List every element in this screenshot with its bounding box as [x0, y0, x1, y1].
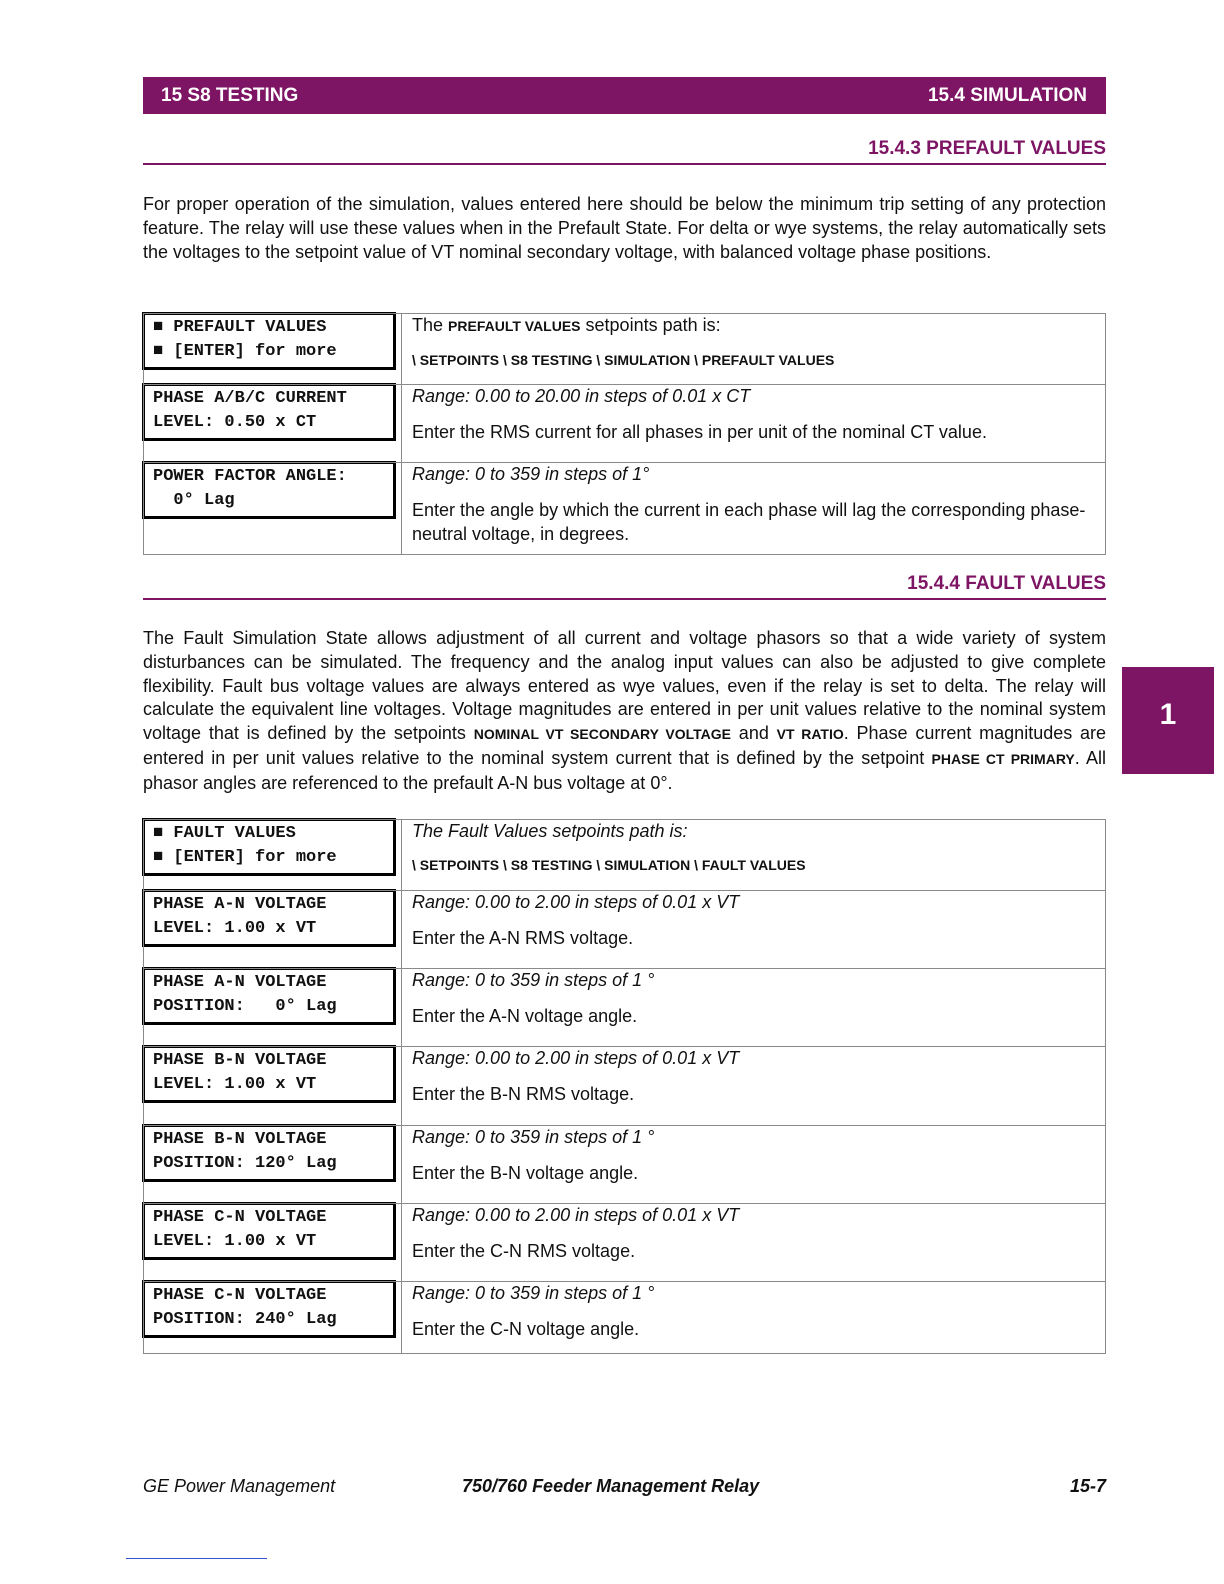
setpoint-path: \ SETPOINTS \ S8 TESTING \ SIMULATION \ PREFAULT VALUES	[412, 351, 835, 368]
lcd-display: PHASE A/B/C CURRENT LEVEL: 0.50 x CT	[142, 383, 396, 441]
fault-intro: The Fault Simulation State allows adjustment of all current and voltage phasors so that a wide variety of system disturbances can be simulated. The frequency and the analog input values can also be adjusted to give complete flexibility. Fault bus voltage values are always entered as wye values, even if the relay is set to delta. The relay will calculate the equivalent line voltages. Voltage magnitudes are entered in per unit values relative to the nominal system voltage that is defined by the setpoints NOMINAL VT SECONDARY VOLTAGE and VT RATIO. Phase current magnitudes are entered in per unit values relative to the nominal system current that is defined by the setpoint PHASE CT PRIMARY. All phasor angles are referenced to the prefault A-N bus voltage at 0°.	[143, 628, 1107, 793]
footer-company: GE Power Management	[143, 1476, 336, 1496]
table-row	[144, 314, 1106, 385]
description-text: Enter the B-N voltage angle.	[412, 1162, 639, 1183]
bottom-link-underline	[126, 1558, 267, 1559]
footer-product: 750/760 Feeder Management Relay	[462, 1476, 760, 1496]
prefault-intro: For proper operation of the simulation, values entered here should be below the minimum trip setting of any protection feature. The relay will use these values when in the Prefault State. For delta or wye systems, the relay automatically sets the voltages to the setpoint value of VT nominal secondary voltage, with balanced voltage phase positions.	[143, 194, 1106, 262]
description-text: Enter the A-N voltage angle.	[412, 1005, 638, 1026]
description-text: Enter the angle by which the current in each phase will lag the corresponding phase-neutral voltage, in degrees.	[412, 499, 1086, 544]
table-row	[144, 1204, 1106, 1282]
lcd-display: PHASE A-N VOLTAGE POSITION: 0° Lag	[142, 967, 396, 1025]
fault-heading: 15.4.4 FAULT VALUES	[907, 573, 1106, 594]
prefault-heading: 15.4.3 PREFAULT VALUES	[868, 138, 1106, 159]
prefault-setpoints-table	[143, 313, 1106, 555]
description-text: Enter the RMS current for all phases in per unit of the nominal CT value.	[412, 421, 987, 442]
chapter-side-tab: 1	[1122, 667, 1214, 774]
chapter-title: 15 S8 TESTING	[161, 85, 299, 106]
range-text: Range: 0 to 359 in steps of 1°	[412, 464, 650, 484]
chapter-header-bar	[143, 77, 1106, 114]
description-text: Enter the C-N voltage angle.	[412, 1318, 640, 1339]
range-text: Range: 0 to 359 in steps of 1 °	[412, 1283, 655, 1303]
table-row	[144, 1282, 1106, 1354]
fault-rule	[143, 598, 1106, 600]
lcd-display: PHASE B-N VOLTAGE POSITION: 120° Lag	[142, 1124, 396, 1182]
table-row	[144, 1047, 1106, 1126]
footer-page-number: 15-7	[1069, 1476, 1106, 1496]
range-text: Range: 0.00 to 20.00 in steps of 0.01 x CT	[412, 386, 751, 406]
lcd-display: PHASE A-N VOLTAGE LEVEL: 1.00 x VT	[142, 889, 396, 947]
range-text: Range: 0.00 to 2.00 in steps of 0.01 x VT	[412, 892, 740, 912]
table-row	[144, 385, 1106, 463]
range-text: Range: 0.00 to 2.00 in steps of 0.01 x VT	[412, 1205, 740, 1225]
lcd-display: PHASE B-N VOLTAGE LEVEL: 1.00 x VT	[142, 1045, 396, 1103]
path-intro: The Fault Values setpoints path is:	[412, 821, 688, 841]
setpoint-path: \ SETPOINTS \ S8 TESTING \ SIMULATION \ FAULT VALUES	[412, 856, 806, 873]
table-row	[144, 1126, 1106, 1204]
range-text: Range: 0 to 359 in steps of 1 °	[412, 970, 655, 990]
lcd-display: ■ FAULT VALUES ■ [ENTER] for more	[142, 818, 396, 876]
description-text: Enter the C-N RMS voltage.	[412, 1240, 636, 1261]
lcd-display: PHASE C-N VOLTAGE POSITION: 240° Lag	[142, 1280, 396, 1338]
prefault-rule	[143, 163, 1106, 165]
description-text: Enter the A-N RMS voltage.	[412, 927, 634, 948]
lcd-display: PHASE C-N VOLTAGE LEVEL: 1.00 x VT	[142, 1202, 396, 1260]
range-text: Range: 0 to 359 in steps of 1 °	[412, 1127, 655, 1147]
description-text: Enter the B-N RMS voltage.	[412, 1083, 635, 1104]
lcd-display: ■ PREFAULT VALUES ■ [ENTER] for more	[142, 312, 396, 370]
fault-setpoints-table	[143, 819, 1106, 1354]
path-intro: The PREFAULT VALUES setpoints path is:	[412, 315, 721, 335]
range-text: Range: 0.00 to 2.00 in steps of 0.01 x VT	[412, 1048, 740, 1068]
section-title: 15.4 SIMULATION	[927, 85, 1087, 106]
table-row	[144, 891, 1106, 969]
table-row	[144, 820, 1106, 891]
table-row	[144, 969, 1106, 1047]
table-row	[144, 463, 1106, 555]
lcd-display: POWER FACTOR ANGLE: 0° Lag	[142, 461, 396, 519]
